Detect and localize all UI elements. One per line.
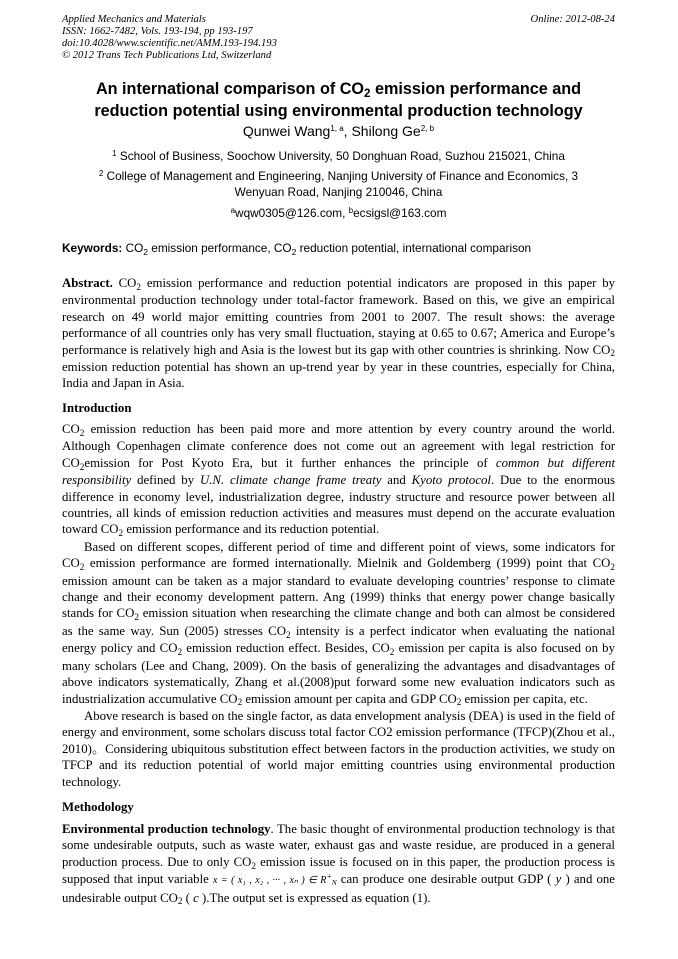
doi: doi:10.4028/www.scientific.net/AMM.193-194.193 xyxy=(62,38,277,49)
introduction-body xyxy=(62,421,615,790)
input-variable-formula: x = ( x₁ , x₂ , ··· , xₙ ) ∈ $R^+_N$ xyxy=(212,872,337,888)
affiliation-1: $^1$ School of Business, Soochow University, 50 Donghuan Road, Suzhou 215021, China xyxy=(112,149,565,163)
paper-title: An international comparison of $CO_2$ emission performance and reduction potential using environmental production technology xyxy=(94,80,583,120)
keywords: Keywords: $CO_2$ emission performance, $CO_2$ reduction potential, international comparison xyxy=(62,241,532,257)
methodology-heading: Methodology xyxy=(62,800,134,814)
abstract: Abstract. $CO_2$ emission performance and reduction potential indicators are proposed in this paper by environmental production technology under total-factor framework. Based on this, we give an empirical research on 49 world major emitting countries from 2001 to 2007. The result shows: the average performance of all countries only has very small fluctuation, staying at 0.65 to 0.67; America and Europe’s performance is relatively high and Asia is the lowest but its gap with other countries is shrinking. Now $CO_2$ emission reduction potential has shown an up-trend year by year in these countries, especially for China, India and Japan in Asia. xyxy=(62,276,615,391)
author-emails: $^a$wqw0305@126.com, $^b$ecsigsl@163.com xyxy=(230,206,447,220)
methodology-body: Environmental production technology. The basic thought of environmental production technology is that some undesirable outputs, such as waste water, exhaust gas and waste residue, are produced in a general production process. Due to only $CO_2$ emission issue is focused on in this paper, the production process is supposed that input variable x = ( x₁ , x₂ , ··· , xₙ ) ∈ $R^+_N$ can produce one desirable output GDP ( y ) and one undesirable output $CO_2$ ( c ).The output set is expressed as equation (1). xyxy=(62,822,616,907)
copyright: © 2012 Trans Tech Publications Ltd, Switzerland xyxy=(62,50,272,61)
intro-paragraph-2: Based on different scopes, different period of time and different point of views, some indicators for $CO_2$ emission performance are formed internationally. Mielnik and Goldemberg (1999) point that $CO_2$ emission amount can be taken as a major standard to evaluate developing countries’ response to climate change and their economy development pattern. Ang (1999) thinks that energy power change basically stands for $CO_2$ emission situation when researching the climate change and both can almost be considered as the same way. Sun (2005) stresses $CO_2$ intensity is a perfect indicator when evaluating the national energy policy and $CO_2$ emission reduction effect. Besides, $CO_2$ emission per capita is also focused on by many scholars (Lee and Chang, 2009). On the basis of generalizing the advantages and disadvantages of above indicators systematically, Zhang et al.(2008)put forward some new evaluation indicators such as industrialization accumulative $CO_2$ emission amount per capita and GDP $CO_2$ emission per capita, etc. xyxy=(62,539,615,708)
affiliation-2: $^2$ College of Management and Engineering, Nanjing University of Finance and Economics, 3 Wenyuan Road, Nanjing 210046, China xyxy=(98,169,579,199)
authors: Qunwei Wang$^{1, a}$, Shilong Ge$^{2, b}$ xyxy=(242,123,435,139)
issn: ISSN: 1662-7482, Vols. 193-194, pp 193-197 xyxy=(62,26,253,37)
journal-name: Applied Mechanics and Materials xyxy=(62,14,206,25)
intro-paragraph-1: $CO_2$ emission reduction has been paid more and more attention by every country around the world. Although Copenhagen climate conference does not come out an agreement with legal restriction for $CO_2emission$ for Post Kyoto Era, but it further enhances the principle of common but different responsibility defined by U.N. climate change frame treaty and Kyoto protocol. Due to the enormous difference in economy level, industrialization degree, industry structure and resource power between all countries, all kinds of emission reduction activities and measures must depend on the accurate evaluation toward $CO_2$ emission performance and its reduction potential. xyxy=(62,422,616,539)
author-2: Shilong Ge xyxy=(351,123,421,139)
online-date: Online: 2012-08-24 xyxy=(530,14,615,25)
introduction-heading: Introduction xyxy=(62,401,132,415)
journal-header xyxy=(62,14,615,62)
intro-paragraph-3: Above research is based on the single factor, as data envelopment analysis (DEA) is used in the field of energy and environment, some scholars discuss total factor CO2 emission performance (TFCP)(Zhou et al., 2010)。Considering ubiquitous substitution effect between factors in the production activities, we study on TFCP and its reduction potential of world major emitting countries using environmental production technology. xyxy=(62,708,615,789)
author-1: Qunwei Wang xyxy=(242,123,331,139)
